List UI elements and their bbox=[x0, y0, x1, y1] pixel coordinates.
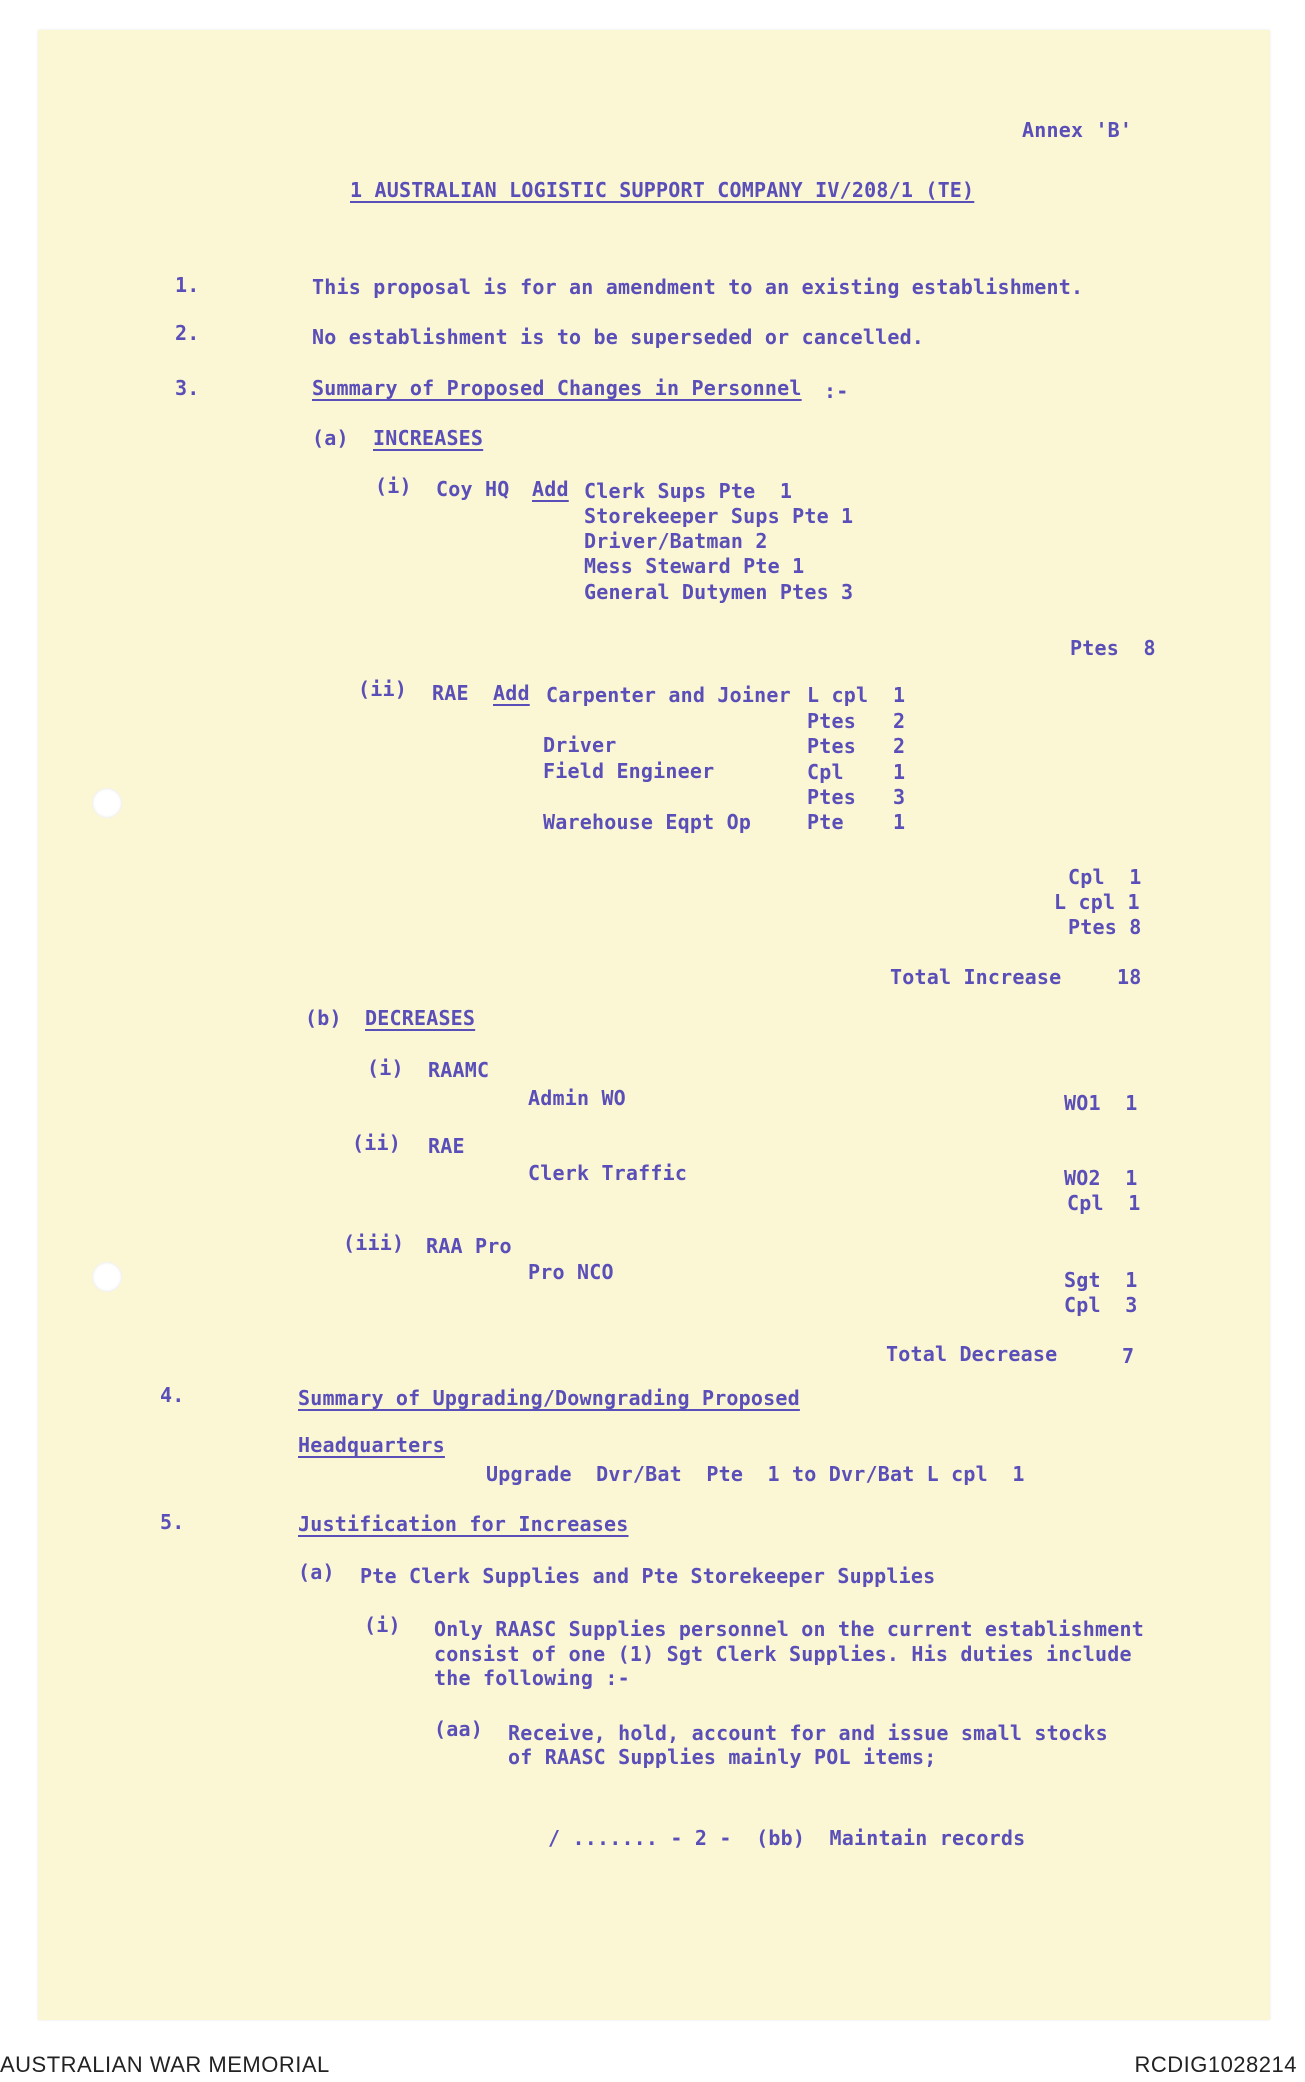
decrease-iii-number: (iii) bbox=[343, 1231, 405, 1255]
decrease-ii-number: (ii) bbox=[352, 1131, 401, 1155]
decrease-ii-unit: RAE bbox=[428, 1134, 465, 1158]
increase-ii-trade-1: Carpenter and Joiner bbox=[546, 683, 791, 707]
para-3-number: 3. bbox=[175, 376, 200, 400]
total-decrease-label: Total Decrease bbox=[886, 1342, 1058, 1366]
increase-ii-qty-3: 2 bbox=[893, 734, 906, 758]
increase-i-number: (i) bbox=[375, 474, 412, 498]
document-title: 1 AUSTRALIAN LOGISTIC SUPPORT COMPANY IV/208/1 (TE) bbox=[350, 178, 975, 202]
increase-ii-rank-6: Pte bbox=[807, 810, 844, 834]
para-2-text: No establishment is to be superseded or cancelled. bbox=[312, 325, 925, 349]
para-5-a-text: Pte Clerk Supplies and Pte Storekeeper Supplies bbox=[360, 1564, 936, 1588]
para-5-i-line-1: Only RAASC Supplies personnel on the current establishment bbox=[434, 1617, 1144, 1641]
increase-ii-subtotal-2: L cpl 1 bbox=[1054, 890, 1140, 914]
decrease-iii-rank-2: Cpl 3 bbox=[1064, 1293, 1138, 1317]
decrease-i-number: (i) bbox=[367, 1056, 404, 1080]
decrease-i-rank-1: WO1 1 bbox=[1064, 1091, 1138, 1115]
para-3-heading: Summary of Proposed Changes in Personnel bbox=[312, 376, 802, 400]
increase-ii-trade-4: Field Engineer bbox=[543, 759, 715, 783]
increase-ii-subtotal-3: Ptes 8 bbox=[1068, 915, 1142, 939]
decreases-label: (b) bbox=[305, 1006, 342, 1030]
para-1-number: 1. bbox=[175, 273, 200, 297]
para-5-aa-line-1: Receive, hold, account for and issue small stocks bbox=[508, 1721, 1108, 1745]
total-increase-label: Total Increase bbox=[890, 965, 1062, 989]
para-2-number: 2. bbox=[175, 321, 200, 345]
para-1-text: This proposal is for an amendment to an existing establishment. bbox=[312, 275, 1084, 299]
total-decrease-value: 7 bbox=[1122, 1344, 1135, 1368]
increase-ii-number: (ii) bbox=[358, 677, 407, 701]
para-4-heading: Summary of Upgrading/Downgrading Proposed bbox=[298, 1386, 800, 1410]
para-5-i-line-2: consist of one (1) Sgt Clerk Supplies. His duties include bbox=[434, 1642, 1132, 1666]
para-5-i-line-3: the following :- bbox=[434, 1666, 630, 1690]
para-5-heading: Justification for Increases bbox=[298, 1512, 629, 1536]
increase-ii-rank-5: Ptes bbox=[807, 785, 856, 809]
increase-i-unit: Coy HQ bbox=[436, 477, 510, 501]
increase-ii-rank-2: Ptes bbox=[807, 709, 856, 733]
increase-i-line-4: Mess Steward Pte 1 bbox=[584, 554, 805, 578]
increases-label: (a) bbox=[312, 426, 349, 450]
increase-i-line-3: Driver/Batman 2 bbox=[584, 529, 768, 553]
decrease-ii-rank-1: WO2 1 bbox=[1064, 1166, 1138, 1190]
punch-hole-bottom bbox=[92, 1262, 122, 1292]
increase-i-subtotal: Ptes 8 bbox=[1070, 636, 1156, 660]
increases-heading: INCREASES bbox=[373, 426, 484, 450]
increase-ii-trade-3: Driver bbox=[543, 733, 617, 757]
increase-ii-unit: RAE bbox=[432, 681, 469, 705]
increase-ii-rank-1: L cpl bbox=[807, 683, 869, 707]
para-4-subheading: Headquarters bbox=[298, 1433, 445, 1457]
footer-right: RCDIG1028214 bbox=[1134, 2052, 1297, 2077]
footer-left: AUSTRALIAN WAR MEMORIAL bbox=[0, 2052, 330, 2077]
increase-ii-rank-4: Cpl bbox=[807, 760, 844, 784]
para-4-number: 4. bbox=[160, 1383, 185, 1407]
increase-ii-qty-5: 3 bbox=[893, 785, 906, 809]
annex-label: Annex 'B' bbox=[1022, 118, 1133, 142]
para-5-a-label: (a) bbox=[298, 1560, 335, 1584]
increase-ii-rank-3: Ptes bbox=[807, 734, 856, 758]
increase-i-line-1: Clerk Sups Pte 1 bbox=[584, 479, 793, 503]
decrease-i-trade: Admin WO bbox=[528, 1086, 626, 1110]
increase-ii-trade-6: Warehouse Eqpt Op bbox=[543, 810, 752, 834]
decrease-ii-trade: Clerk Traffic bbox=[528, 1161, 688, 1185]
increase-i-line-5: General Dutymen Ptes 3 bbox=[584, 580, 854, 604]
page-continuation: / ....... - 2 - (bb) Maintain records bbox=[548, 1826, 1026, 1850]
increase-ii-qty-2: 2 bbox=[893, 709, 906, 733]
increase-ii-qty-1: 1 bbox=[893, 683, 906, 707]
decreases-heading: DECREASES bbox=[365, 1006, 476, 1030]
increase-i-add: Add bbox=[532, 477, 569, 501]
decrease-iii-unit: RAA Pro bbox=[426, 1234, 512, 1258]
para-5-number: 5. bbox=[160, 1510, 185, 1534]
increase-ii-qty-4: 1 bbox=[893, 760, 906, 784]
increase-ii-subtotal-1: Cpl 1 bbox=[1068, 865, 1142, 889]
punch-hole-top bbox=[92, 788, 122, 818]
para-4-text: Upgrade Dvr/Bat Pte 1 to Dvr/Bat L cpl 1 bbox=[486, 1462, 1025, 1486]
total-increase-value: 18 bbox=[1117, 965, 1142, 989]
increase-i-line-2: Storekeeper Sups Pte 1 bbox=[584, 504, 854, 528]
para-5-aa-line-2: of RAASC Supplies mainly POL items; bbox=[508, 1745, 937, 1769]
decrease-ii-rank-2: Cpl 1 bbox=[1067, 1191, 1141, 1215]
decrease-iii-trade: Pro NCO bbox=[528, 1260, 614, 1284]
decrease-i-unit: RAAMC bbox=[428, 1058, 490, 1082]
para-5-aa-label: (aa) bbox=[434, 1717, 483, 1741]
increase-ii-add: Add bbox=[493, 681, 530, 705]
para-5-i-number: (i) bbox=[364, 1613, 401, 1637]
para-3-heading-suffix: :- bbox=[824, 379, 849, 403]
decrease-iii-rank-1: Sgt 1 bbox=[1064, 1268, 1138, 1292]
increase-ii-qty-6: 1 bbox=[893, 810, 906, 834]
